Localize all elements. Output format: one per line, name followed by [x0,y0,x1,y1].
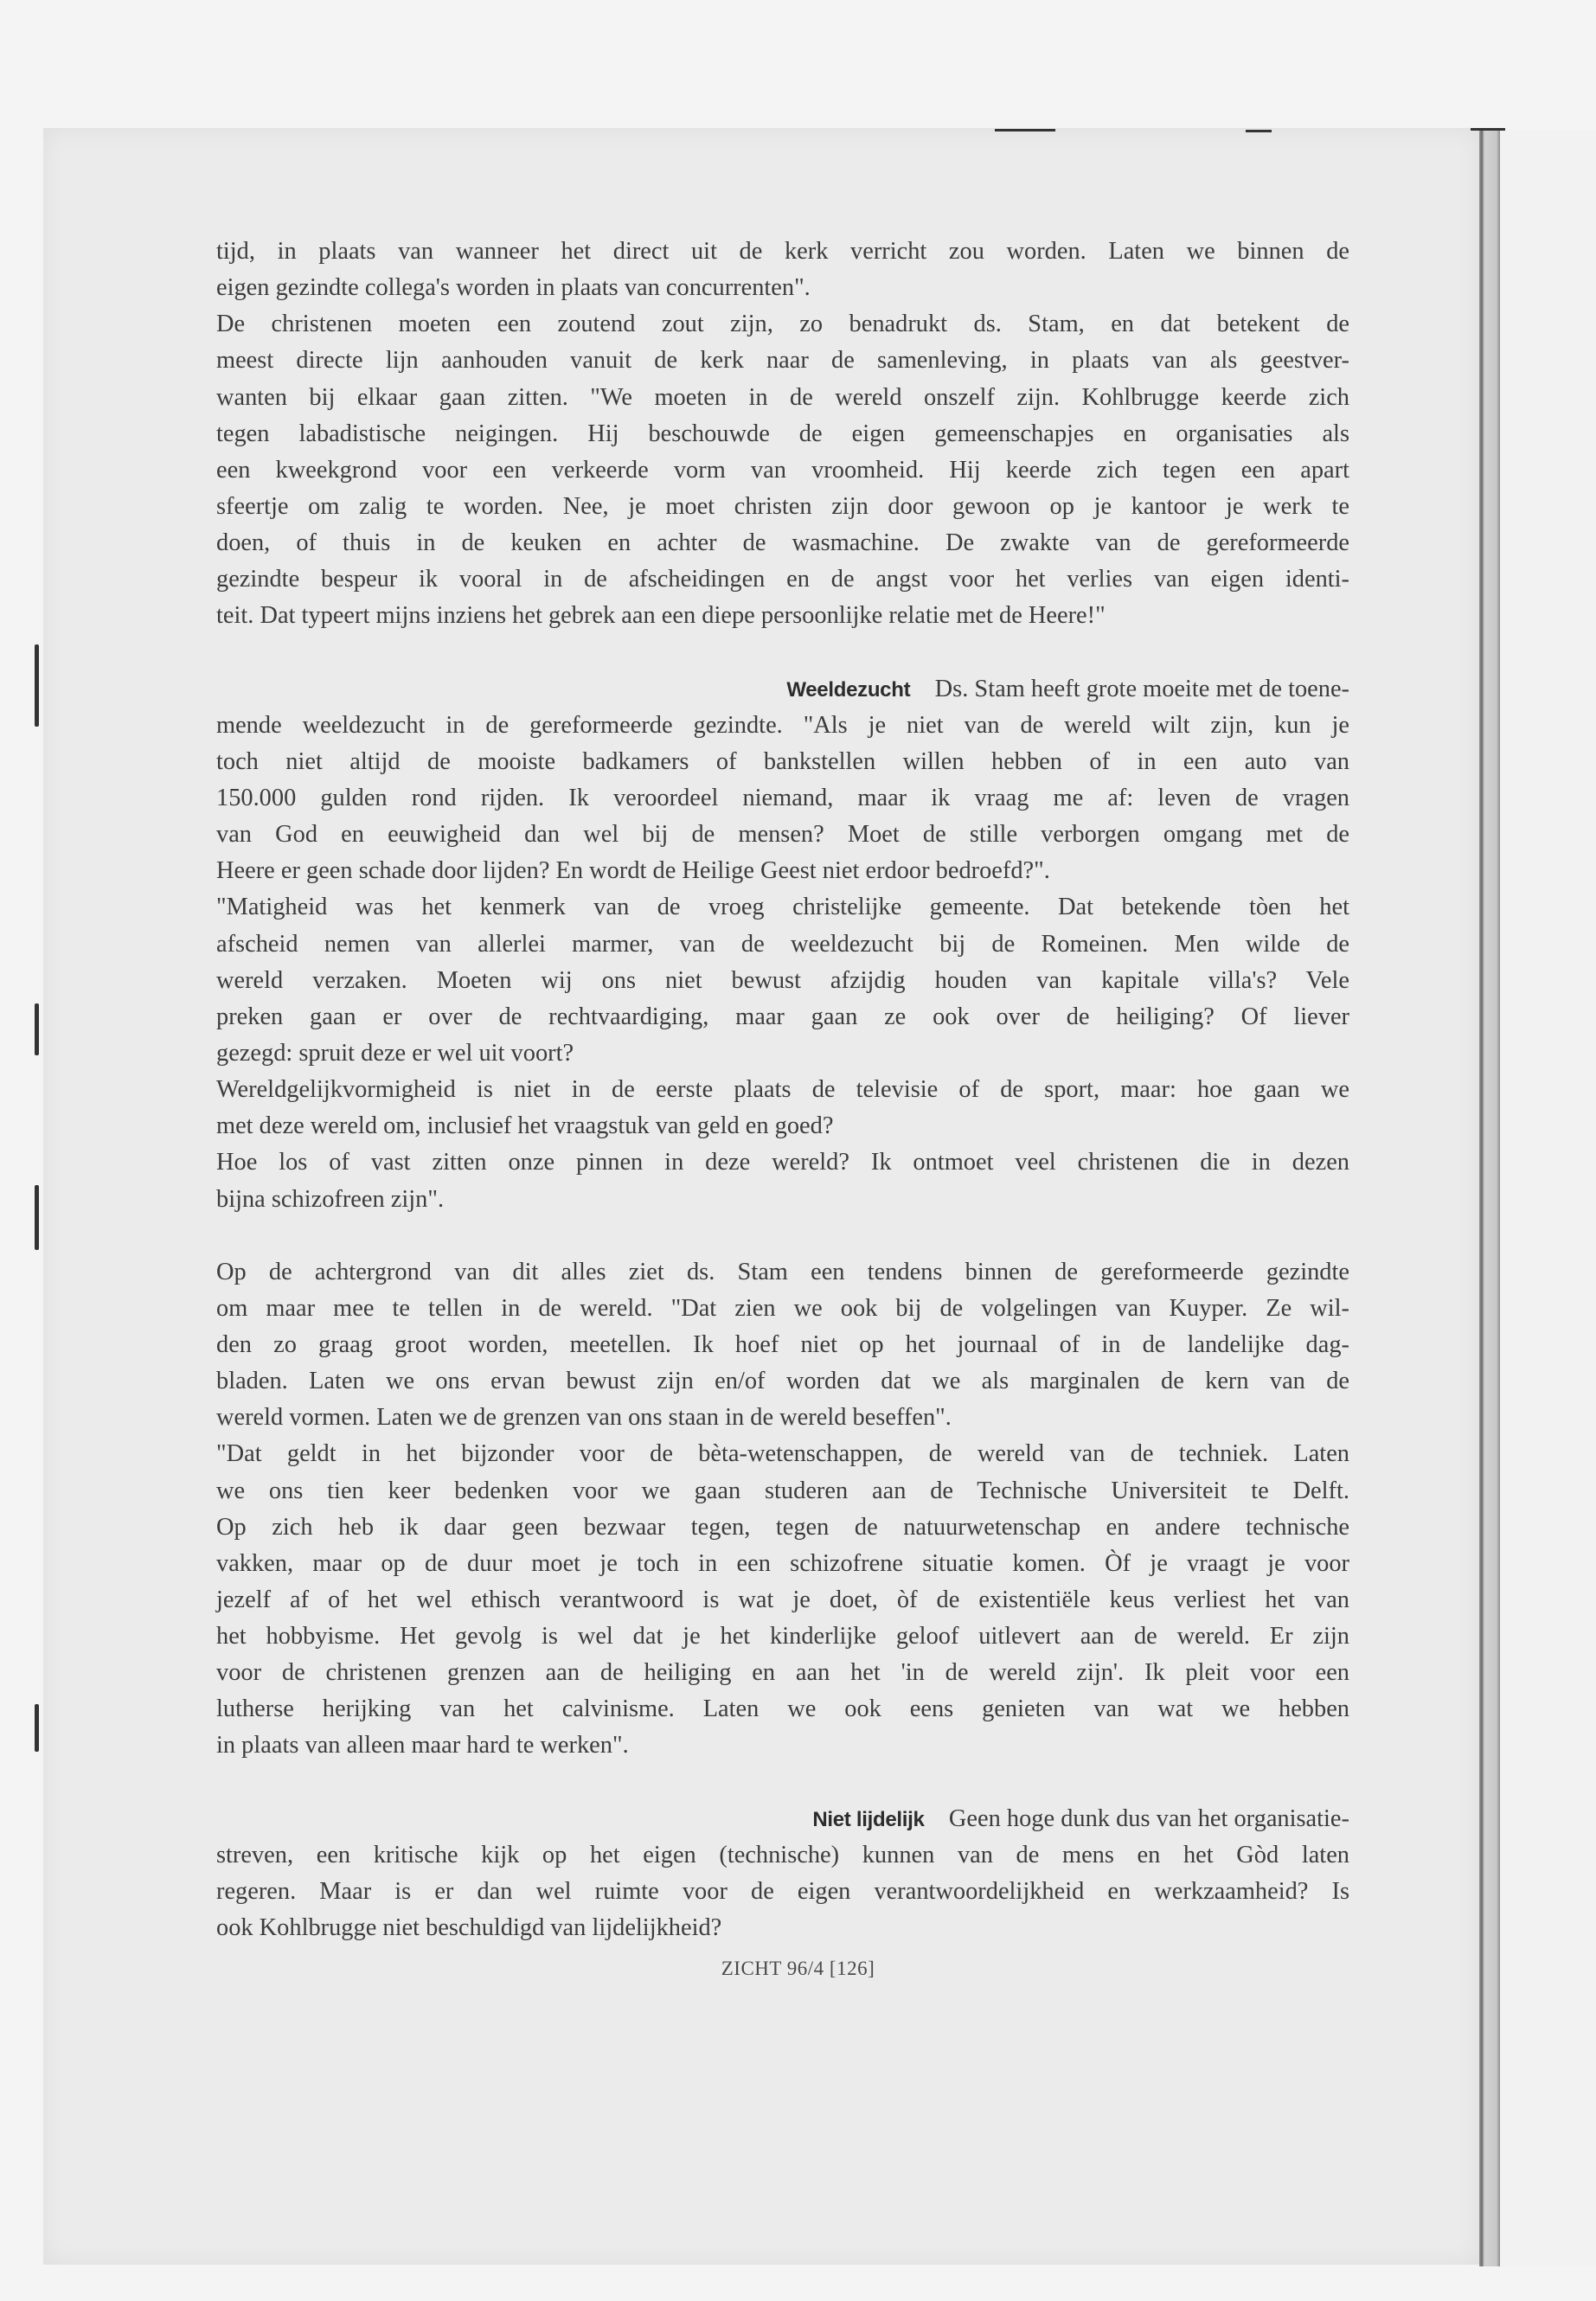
text-line: Hoe los of vast zitten onze pinnen in deze wereld? Ik ontmoet veel christenen die in dezen [216,1149,1349,1176]
section-heading: Niet lijdelijk [812,1807,925,1831]
text-line: het hobbyisme. Het gevolg is wel dat je het kinderlijke geloof uitlevert aan de wereld. Er zijn [216,1623,1349,1650]
text-line: een kweekgrond voor een verkeerde vorm van vroomheid. Hij keerde zich tegen een apart [216,456,1349,484]
edge-mark [1471,128,1505,131]
text-line: De christenen moeten een zoutend zout zijn, zo benadrukt ds. Stam, en dat betekent de [216,311,1349,338]
text-line: voor de christenen grenzen aan de heiliging en aan het 'in de wereld zijn'. Ik pleit voor een [216,1659,1349,1687]
text-line: tegen labadistische neigingen. Hij beschouwde de eigen gemeenschapjes en organisaties als [216,420,1349,447]
text-line: gezegd: spruit deze er wel uit voort? [216,1039,574,1067]
text-line: Op zich heb ik daar geen bezwaar tegen, tegen de natuurwetenschap en andere technische [216,1513,1349,1541]
text-line: streven, een kritische kijk op het eigen (technische) kunnen van de mens en het Gòd laten [216,1841,1349,1868]
paragraph-weeldezucht [216,671,1349,708]
text-line: in plaats van alleen maar hard te werken". [216,1732,629,1759]
text-line: toch niet altijd de mooiste badkamers of bankstellen willen hebben of in een auto van [216,747,1349,775]
text-line: doen, of thuis in de keuken en achter de wasmachine. De zwakte van de gereformeerde [216,529,1349,557]
section-heading: Weeldezucht [786,677,911,702]
text-line: regeren. Maar is er dan wel ruimte voor de eigen verantwoordelijkheid en werkzaamheid? Is [216,1877,1349,1905]
text-line: meest directe lijn aanhouden vanuit de kerk naar de samenleving, in plaats van als geestver- [216,347,1349,375]
text-line: 150.000 gulden rond rijden. Ik veroordeel niemand, maar ik vraag me af: leven de vragen [216,784,1349,811]
text-line: wereld vormen. Laten we de grenzen van ons staan in de wereld beseffen". [216,1404,952,1432]
text-line: wereld verzaken. Moeten wij ons niet bewust afzijdig houden van kapitale villa's? Vele [216,966,1349,994]
page-gutter [1479,130,1500,2266]
text-line: den zo graag groot worden, meetellen. Ik hoef niet op het journaal of in de landelijke dag- [216,1330,1349,1358]
article-body [216,234,1349,1946]
margin-mark [35,644,39,727]
text-line: we ons tien keer bedenken voor we gaan studeren aan de Technische Universiteit te Delft. [216,1477,1349,1504]
text-line: sfeertje om zalig te worden. Nee, je moet christen zijn door gewoon op je kantoor je werk te [216,492,1349,520]
text-line: "Dat geldt in het bijzonder voor de bèta-wetenschappen, de wereld van de techniek. Laten [216,1440,1349,1468]
text-line: Op de achtergrond van dit alles ziet ds. Stam een tendens binnen de gereformeerde gezindte [216,1258,1349,1285]
text-line: Geen hoge dunk dus van het organisatie- [948,1804,1349,1832]
paragraph-niet-lijdelijk [216,1801,1349,1837]
margin-mark [35,1185,39,1250]
text-line: teit. Dat typeert mijns inziens het gebrek aan een diepe persoonlijke relatie met de Heere!" [216,602,1106,630]
text-line: Ds. Stam heeft grote moeite met de toene- [934,675,1349,702]
text-line: tijd, in plaats van wanneer het direct uit de kerk verricht zou worden. Laten we binnen de [216,238,1349,265]
text-line: mende weeldezucht in de gereformeerde gezindte. "Als je niet van de wereld wilt zijn, kun je [216,711,1349,739]
margin-mark [35,1003,39,1055]
page-right-edge [1500,130,1596,2266]
text-line: vakken, maar op de duur moet je toch in een schizofrene situatie komen. Òf je vraagt je voor [216,1549,1349,1577]
edge-mark [1246,130,1272,132]
text-line: jezelf af of het wel ethisch verantwoord is wat je doet, òf de existentiële keus verliest het van [216,1586,1349,1613]
text-line: wanten bij elkaar gaan zitten. "We moeten in de wereld onszelf zijn. Kohlbrugge keerde zich [216,383,1349,411]
page-folio: ZICHT 96/4 [126] [721,1958,875,1979]
text-line: Heere er geen schade door lijden? En wordt de Heilige Geest niet erdoor bedroefd?". [216,857,1050,885]
text-line: met deze wereld om, inclusief het vraagstuk van geld en goed? [216,1112,834,1140]
edge-mark [995,129,1055,131]
margin-mark [35,1704,39,1752]
text-line: Wereldgelijkvormigheid is niet in de eerste plaats de televisie of de sport, maar: hoe gaan we [216,1076,1349,1104]
text-line: eigen gezindte collega's worden in plaats van concurrenten". [216,274,811,302]
text-line: van God en eeuwigheid dan wel bij de mensen? Moet de stille verborgen omgang met de [216,821,1349,849]
text-line: bijna schizofreen zijn". [216,1185,445,1213]
text-line: "Matigheid was het kenmerk van de vroeg christelijke gemeente. Dat betekende tòen het [216,894,1349,921]
text-line: om maar mee te tellen in de wereld. "Dat zien we ook bij de volgelingen van Kuyper. Ze wil- [216,1294,1349,1322]
text-line: afscheid nemen van allerlei marmer, van de weeldezucht bij de Romeinen. Men wilde de [216,930,1349,958]
text-line: ook Kohlbrugge niet beschuldigd van lijdelijkheid? [216,1914,722,1942]
text-line: lutherse herijking van het calvinisme. Laten we ook eens genieten van wat we hebben [216,1695,1349,1723]
text-line: gezindte bespeur ik vooral in de afscheidingen en de angst voor het verlies van eigen identi- [216,566,1349,593]
text-line: bladen. Laten we ons ervan bewust zijn en/of worden dat we als marginalen de kern van de [216,1368,1349,1395]
text-line: preken gaan er over de rechtvaardiging, maar gaan ze ook over de heiliging? Of liever [216,1003,1349,1030]
